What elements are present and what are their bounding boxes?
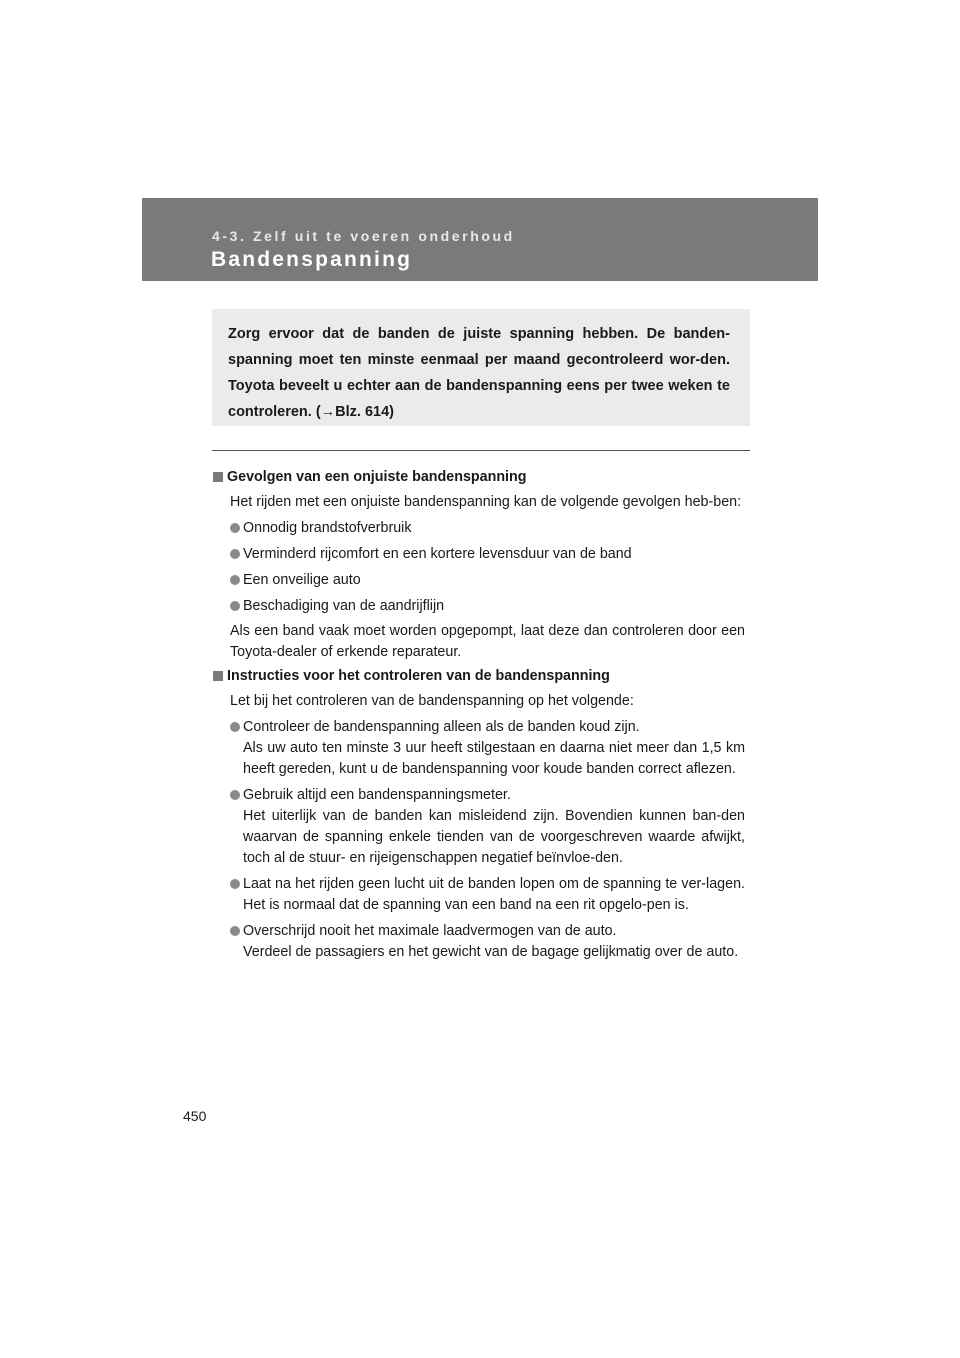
list-item (213, 544, 745, 565)
list-item (213, 921, 745, 963)
section-label: 4-3. Zelf uit te voeren onderhoud (212, 228, 515, 244)
page-title: Bandenspanning (211, 248, 413, 271)
list-item-text: Controleer de bandenspanning alleen als de banden koud zijn. (243, 719, 640, 735)
section-heading (213, 467, 745, 488)
list-item (213, 518, 745, 539)
round-bullet-icon (230, 601, 240, 611)
list-item-text: Een onveilige auto (243, 572, 361, 588)
square-bullet-icon (213, 671, 223, 681)
section-heading (213, 666, 745, 687)
section-intro: Let bij het controleren van de bandenspanning op het volgende: (230, 693, 634, 709)
header-band (142, 198, 818, 281)
section-intro: Het rijden met een onjuiste bandenspanning kan de volgende gevolgen heb-ben: (230, 494, 742, 510)
round-bullet-icon (230, 722, 240, 732)
page-number: 450 (183, 1108, 207, 1124)
list-item-text: Overschrijd nooit het maximale laadvermogen van de auto. (243, 923, 617, 939)
list-item-text: Gebruik altijd een bandenspanningsmeter. (243, 787, 511, 803)
round-bullet-icon (230, 926, 240, 936)
list-item-text: Verminderd rijcomfort en een kortere levensduur van de band (243, 546, 632, 562)
list-item (213, 874, 745, 916)
list-item (213, 785, 745, 869)
list-item-text: Beschadiging van de aandrijflijn (243, 598, 445, 614)
round-bullet-icon (230, 549, 240, 559)
list-item (213, 717, 745, 780)
list-item (213, 570, 745, 591)
intro-text: Zorg ervoor dat de banden de juiste spanning hebben. De banden-spanning moet ten minste eenmaal per maand gecontroleerd wor-den. Toyota beveelt u echter aan de bandenspanning eens per twee weken te controleren. (→Blz. 614) (228, 326, 730, 420)
section-outro: Als een band vaak moet worden opgepompt, laat deze dan controleren door een Toyota-dealer of erkende reparateur. (230, 623, 745, 660)
intro-box (212, 309, 750, 426)
list-item-detail: Het uiterlijk van de banden kan misleidend zijn. Bovendien kunnen ban-den waarvan de spanning enkele tienden van de voorgeschreven waarde afwijkt, toch al de stuur- en rijeigenschappen negatief beïnvloe-den. (243, 808, 745, 866)
round-bullet-icon (230, 523, 240, 533)
list-item-detail: Als uw auto ten minste 3 uur heeft stilgestaan en daarna niet meer dan 1,5 km heeft gereden, kunt u de bandenspanning voor koude banden correct aflezen. (243, 740, 745, 777)
list-item-text: Laat na het rijden geen lucht uit de banden lopen om de spanning te ver-lagen. Het is normaal dat de spanning van een band na een rit opgelo-pen is. (243, 876, 745, 913)
divider (212, 450, 750, 451)
round-bullet-icon (230, 790, 240, 800)
round-bullet-icon (230, 575, 240, 585)
round-bullet-icon (230, 879, 240, 889)
square-bullet-icon (213, 472, 223, 482)
list-item-text: Onnodig brandstofverbruik (243, 520, 412, 536)
content (213, 464, 745, 963)
list-item-detail: Verdeel de passagiers en het gewicht van de bagage gelijkmatig over de auto. (243, 944, 739, 960)
section-heading-text: Instructies voor het controleren van de bandenspanning (227, 668, 610, 684)
list-item (213, 596, 745, 617)
section-heading-text: Gevolgen van een onjuiste bandenspanning (227, 469, 527, 485)
